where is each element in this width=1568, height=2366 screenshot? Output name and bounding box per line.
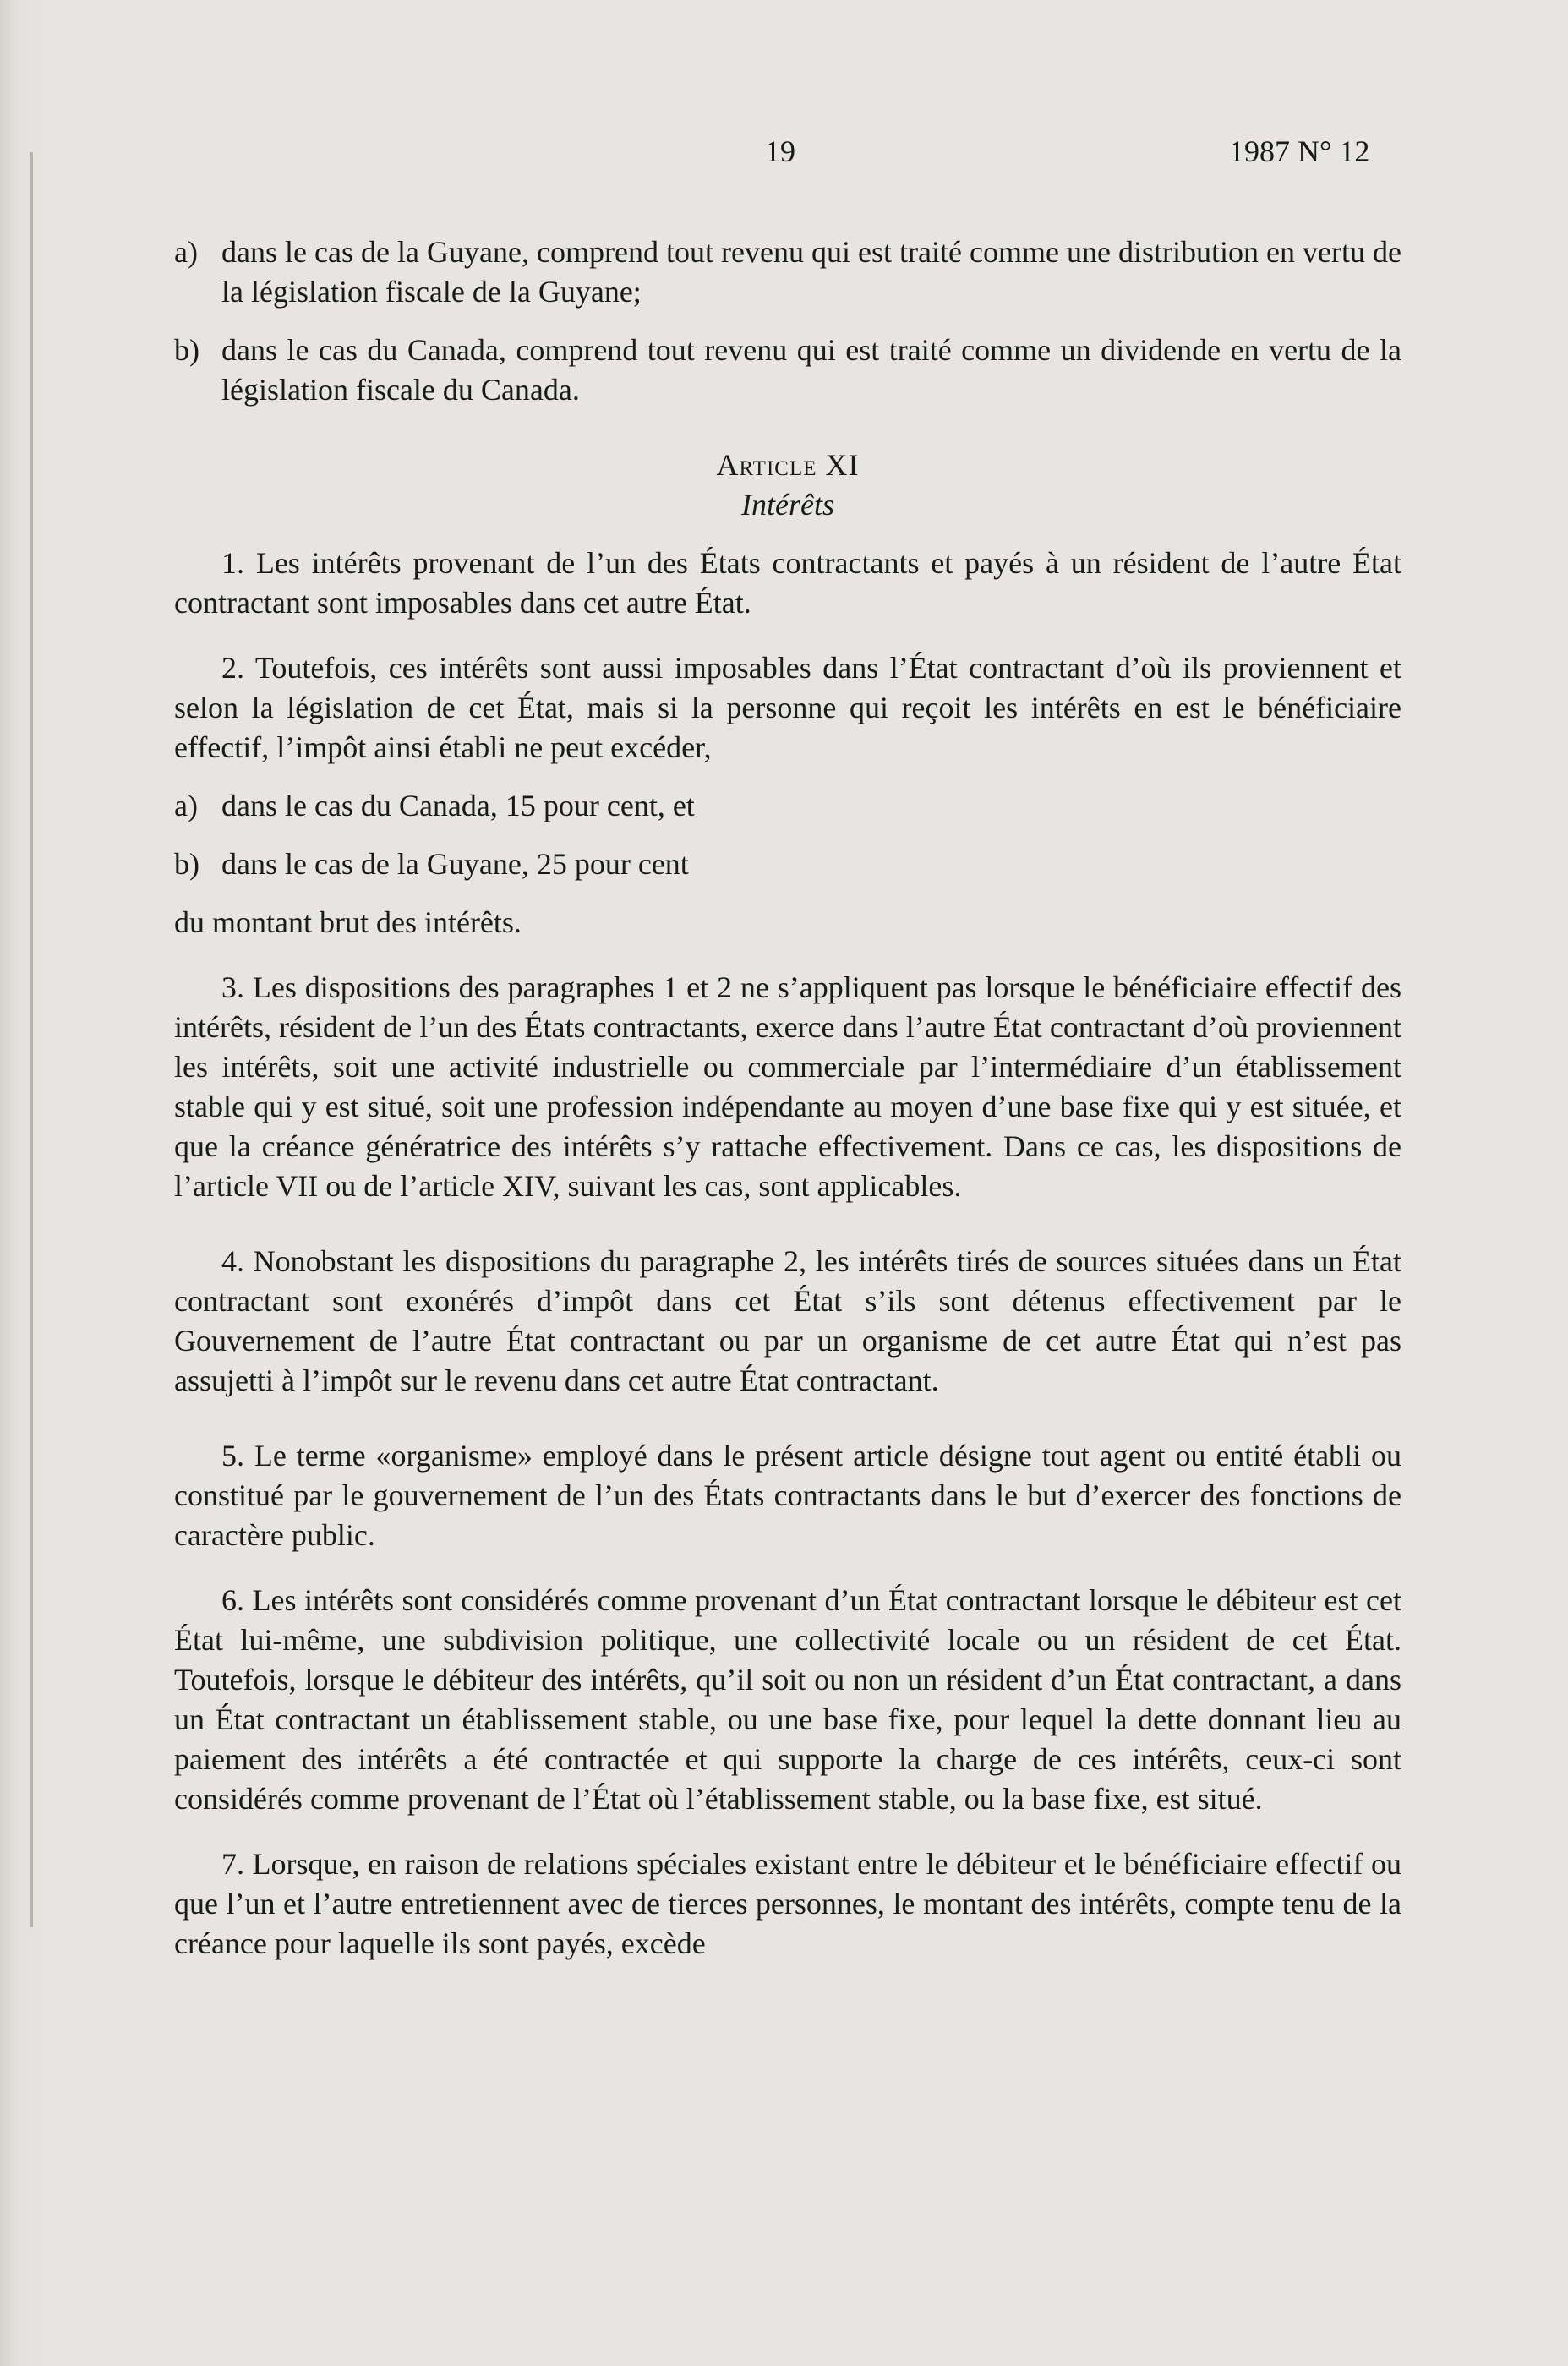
article-heading: Article XI	[716, 448, 860, 482]
item-text: dans le cas du Canada, comprend tout revenu qui est traité comme un dividende en vertu de la législation fiscale du Canada.	[221, 333, 1401, 407]
paragraph-3: 3. Les dispositions des paragraphes 1 et 2 ne s’appliquent pas lorsque le bénéficiaire effectif des intérêts, résident de l’un des États contractants, exerce dans l’autre État contractant d’où proviennent les intérêts, soit une activité industrielle ou commerciale par l’intermédiaire d’un établissement stable qui y est situé, soit une profession indépendante au moyen d’une base fixe qui y est située, et que la créance génératrice des intérêts s’y rattache effectivement. Dans ce cas, les dispositions de l’article VII ou de l’article XIV, suivant les cas, sont applicables.	[174, 970, 1401, 1203]
document-reference: 1987 N° 12	[1229, 134, 1370, 168]
item-text: dans le cas de la Guyane, comprend tout revenu qui est traité comme une distribution en vertu de la législation fiscale de la Guyane;	[221, 235, 1401, 309]
item-marker: a)	[174, 789, 198, 822]
definition-item-b	[174, 331, 1401, 410]
definition-item-a	[174, 232, 1401, 312]
paragraph-7: 7. Lorsque, en raison de relations spéciales existant entre le débiteur et le bénéficiaire effectif ou que l’un et l’autre entretiennent avec de tierces personnes, le montant des intérêts, compte tenu de la créance pour laquelle ils sont payés, excède	[174, 1847, 1401, 1960]
paragraph-2: 2. Toutefois, ces intérêts sont aussi imposables dans l’État contractant d’où ils proviennent et selon la législation de cet État, mais si la personne qui reçoit les intérêts en est le bénéficiaire effectif, l’impôt ainsi établi ne peut excéder,	[174, 651, 1401, 764]
item-marker: b)	[174, 333, 199, 367]
item-marker: b)	[174, 847, 199, 881]
article-subheading: Intérêts	[741, 488, 834, 522]
item-marker: a)	[174, 235, 198, 269]
item-text: dans le cas du Canada, 15 pour cent, et	[221, 789, 695, 822]
item-text: dans le cas de la Guyane, 25 pour cent	[221, 847, 689, 881]
paragraph-6: 6. Les intérêts sont considérés comme provenant d’un État contractant lorsque le débiteur est cet État lui-même, une subdivision politique, une collectivité locale ou un résident de cet État. Toutefois, lorsque le débiteur des intérêts, qu’il soit ou non un résident d’un État contractant, a dans un État contractant un établissement stable, ou une base fixe, pour lequel la dette donnant lieu au paiement des intérêts a été contractée et qui supporte la charge de ces intérêts, ceux-ci sont considérés comme provenant de l’État où l’établissement stable, ou la base fixe, est situé.	[174, 1583, 1401, 1816]
rate-item-a	[174, 786, 1401, 826]
paragraph-1: 1. Les intérêts provenant de l’un des États contractants et payés à un résident de l’autre État contractant sont imposables dans cet autre État.	[174, 546, 1401, 620]
page-body	[174, 232, 1401, 1964]
paragraph-2-tail: du montant brut des intérêts.	[174, 905, 522, 939]
page-number: 19	[765, 134, 795, 168]
binding-edge	[30, 152, 33, 1927]
page-header	[0, 134, 1568, 178]
rate-item-b	[174, 844, 1401, 884]
paragraph-4: 4. Nonobstant les dispositions du paragraphe 2, les intérêts tirés de sources situées dans un État contractant sont exonérés d’impôt dans cet État s’ils sont détenus effectivement par le Gouvernement de l’autre État contractant ou par un organisme de cet autre État qui n’est pas assujetti à l’impôt sur le revenu dans cet autre État contractant.	[174, 1244, 1401, 1397]
paragraph-5: 5. Le terme «organisme» employé dans le présent article désigne tout agent ou entité établi ou constitué par le gouvernement de l’un des États contractants dans le but d’exercer des fonctions de caractère public.	[174, 1439, 1401, 1552]
